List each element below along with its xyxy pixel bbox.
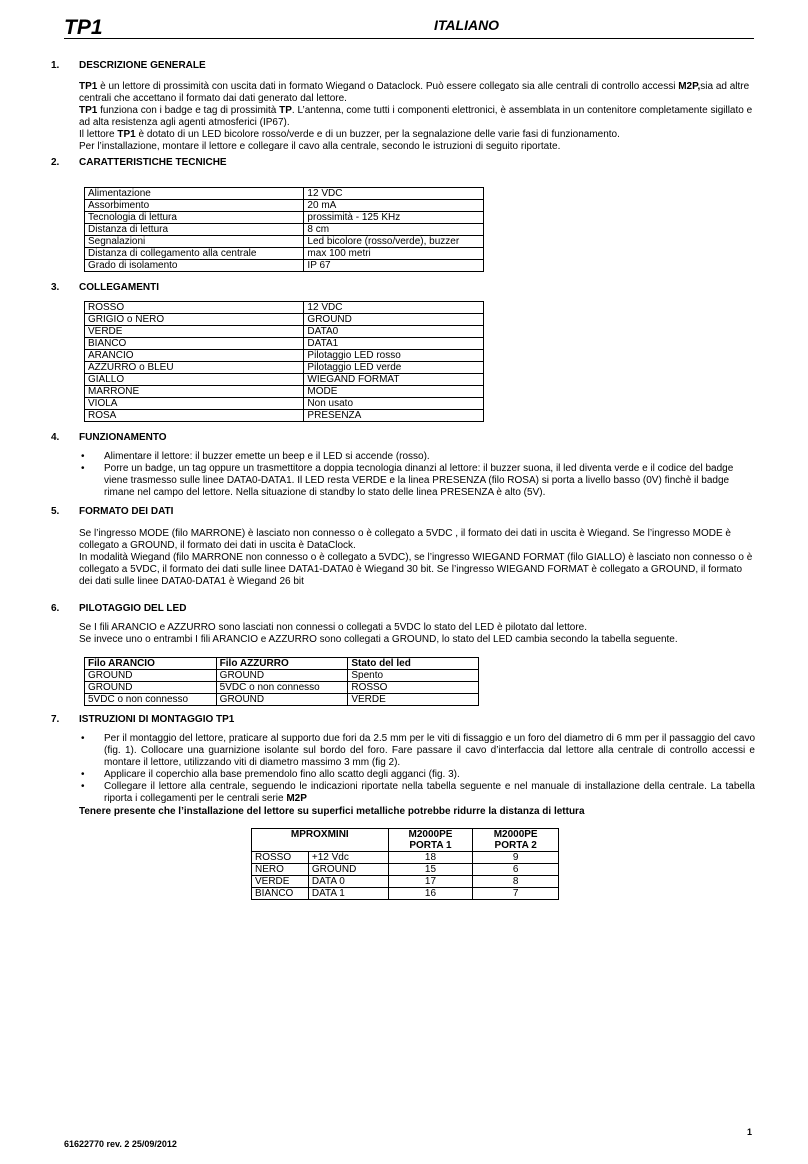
table-row: GIALLO WIEGAND FORMAT bbox=[85, 374, 484, 386]
connections-table bbox=[84, 301, 484, 422]
table-row: Alimentazione 12 VDC bbox=[85, 188, 484, 200]
wiring-table bbox=[251, 828, 559, 900]
list-item: • Porre un badge, un tag oppure un trasmettitore a doppia tecnologia dinanzi al lettore: il buzzer suona, il led diventa verde e il codice del badge viene trasmesso sulle linee DATA0-DATA1. Il LED resta VERDE e la linea PRESENZA (filo ROSA) si porta a livello basso (0V) finchè il badge rimane nel campo del lettore. Nella situazione di standby lo stato delle linea PRESENZA è alto (5V). bbox=[79, 463, 755, 499]
table-row: ARANCIO Pilotaggio LED rosso bbox=[85, 350, 484, 362]
specs-table bbox=[84, 187, 484, 272]
table-row: Segnalazioni Led bicolore (rosso/verde), buzzer bbox=[85, 236, 484, 248]
led-state-table bbox=[84, 657, 479, 706]
table-row: VERDE DATA0 bbox=[85, 326, 484, 338]
list-item: • Per il montaggio del lettore, praticare al supporto due fori da 2.5 mm per le viti di fissaggio e un foro del diametro di 6 mm per il passaggio del cavo (fig. 1). Collocare una guarnizione isolante sul bordo del foro. Fare passare il cavo d’interfaccia dal lettore alla centrale di controllo accessi e montare il lettore, utilizzando viti di diametro massimo 3 mm (fig 2). bbox=[79, 733, 755, 769]
language-title: ITALIANO bbox=[434, 17, 500, 33]
table-row: GRIGIO o NERO GROUND bbox=[85, 314, 484, 326]
table-row: Assorbimento 20 mA bbox=[85, 200, 484, 212]
section-6-body: Se I fili ARANCIO e AZZURRO sono lasciati non connessi o collegati a 5VDC lo stato del LED è pilotato dal lettore. Se invece uno o entrambi I fili ARANCIO e AZZURRO sono collegati a GROUND, lo stato del LED cambia secondo la tabella seguente. bbox=[79, 622, 678, 645]
section-4-heading: 4. FUNZIONAMENTO bbox=[51, 432, 167, 443]
table-row: AZZURRO o BLEU Pilotaggio LED verde bbox=[85, 362, 484, 374]
section-7-heading: 7. ISTRUZIONI DI MONTAGGIO TP1 bbox=[51, 714, 235, 725]
table-row: BIANCO DATA 1 16 7 bbox=[252, 888, 559, 900]
table-row: VERDE DATA 0 17 8 bbox=[252, 876, 559, 888]
table-row: NERO GROUND 15 6 bbox=[252, 864, 559, 876]
list-item: • Alimentare il lettore: il buzzer emette un beep e il LED si accende (rosso). bbox=[79, 451, 755, 463]
section-5-body: Se l’ingresso MODE (filo MARRONE) è lasciato non connesso o è collegato a 5VDC , il formato dei dati in uscita è Wiegand. Se l’ingresso MODE è collegato a GROUND, il formato dei dati in uscita è DataClock. In modalità Wiegand (filo MARRONE non connesso o è collegato a 5VDC), se l’ingresso WIEGAND FORMAT (filo GIALLO) è lasciato non connesso o è collegato a 5VDC, il formato dei dati sulle linee DATA1-DATA0 è Wiegand 30 bit. Se l’ingresso WIEGAND FORMAT è collegato a GROUND, il formato dei dati sulle linee DATA0-DATA1 è Wiegand 26 bit bbox=[79, 528, 753, 587]
section-1-heading: 1. DESCRIZIONE GENERALE bbox=[51, 60, 206, 71]
section-5-heading: 5. FORMATO DEI DATI bbox=[51, 506, 174, 517]
section-3-heading: 3. COLLEGAMENTI bbox=[51, 282, 159, 293]
page-number: 1 bbox=[747, 1127, 753, 1137]
table-row: VIOLA Non usato bbox=[85, 398, 484, 410]
table-header-row: MPROXMINI M2000PE PORTA 1 M2000PE PORTA 2 bbox=[252, 829, 559, 852]
table-header-row: Filo ARANCIO Filo AZZURRO Stato del led bbox=[85, 658, 479, 670]
metal-surface-note: Tenere presente che l’installazione del lettore su superfici metalliche potrebbe ridurre la distanza di lettura bbox=[79, 806, 585, 817]
table-row: Distanza di lettura 8 cm bbox=[85, 224, 484, 236]
table-row: ROSA PRESENZA bbox=[85, 410, 484, 422]
table-row: Distanza di collegamento alla centrale max 100 metri bbox=[85, 248, 484, 260]
operation-list bbox=[79, 451, 755, 499]
table-row: ROSSO +12 Vdc 18 9 bbox=[252, 852, 559, 864]
section-1-body: TP1 è un lettore di prossimità con uscita dati in formato Wiegand o Dataclock. Può essere collegato sia alle centrali di controllo accessi M2P,sia ad altre centrali che accettano il formato dai dati generato dal lettore. TP1 funziona con i badge e tag di prossimità TP. L’antenna, come tutti i componenti elettronici, è assemblata in un contenitore completamente sigillato e ad alta resistenza agli agenti atmosferici (IP67). Il lettore TP1 è dotato di un LED bicolore rosso/verde e di un buzzer, per la segnalazione delle varie fasi di funzionamento. Per l’installazione, montare il lettore e collegare il cavo alla centrale, secondo le istruzioni di seguito riportate. bbox=[79, 81, 753, 152]
table-row: 5VDC o non connesso GROUND VERDE bbox=[85, 694, 479, 706]
table-row: Grado di isolamento IP 67 bbox=[85, 260, 484, 272]
mounting-list bbox=[79, 733, 755, 805]
table-row: Tecnologia di lettura prossimità - 125 KHz bbox=[85, 212, 484, 224]
table-row: GROUND 5VDC o non connesso ROSSO bbox=[85, 682, 479, 694]
list-item: • Collegare il lettore alla centrale, seguendo le indicazioni riportate nella tabella seguente e nel manuale di installazione della centrale. La tabella riporta i collegamenti per le centrali serie M2P bbox=[79, 781, 755, 805]
model-title: TP1 bbox=[64, 16, 103, 39]
table-row: ROSSO 12 VDC bbox=[85, 302, 484, 314]
section-6-heading: 6. PILOTAGGIO DEL LED bbox=[51, 603, 187, 614]
table-row: GROUND GROUND Spento bbox=[85, 670, 479, 682]
list-item: • Applicare il coperchio alla base premendolo fino allo scatto degli agganci (fig. 3). bbox=[79, 769, 755, 781]
table-row: BIANCO DATA1 bbox=[85, 338, 484, 350]
section-2-heading: 2. CARATTERISTICHE TECNICHE bbox=[51, 157, 227, 168]
page-header bbox=[64, 14, 754, 39]
table-row: MARRONE MODE bbox=[85, 386, 484, 398]
document-revision: 61622770 rev. 2 25/09/2012 bbox=[64, 1139, 177, 1149]
